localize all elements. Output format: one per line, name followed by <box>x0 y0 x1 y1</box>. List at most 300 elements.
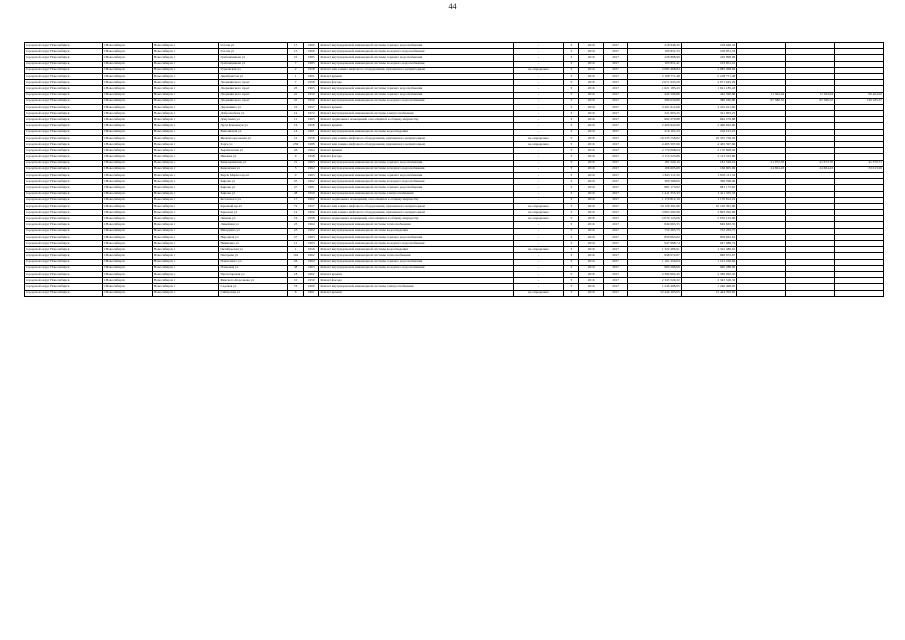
table-cell: Римского-Корсакова ул <box>219 278 288 284</box>
table-cell: 23 <box>288 222 304 228</box>
table-cell: г.Новосибирск <box>102 166 152 172</box>
table-cell: 960 288,06 <box>681 265 737 271</box>
table-cell: 1962 <box>303 179 319 185</box>
table-cell: Ремонт внутридомовой инженерной системы холодного водоснабжения <box>319 265 513 271</box>
table-cell: 41 <box>288 92 304 98</box>
table-cell: 1962 <box>303 228 319 234</box>
table-cell: 1963 <box>303 86 319 92</box>
table-cell: Т <box>563 61 579 67</box>
table-cell: 2017 <box>603 247 627 253</box>
table-cell: не определена <box>513 135 563 141</box>
table-cell: Т <box>563 290 579 296</box>
table-cell: Никитина ул <box>219 241 288 247</box>
table-cell: 181 520,16 <box>681 160 737 166</box>
table-cell: - <box>513 148 563 154</box>
table-cell: Ремонт крыши <box>319 290 513 296</box>
table-cell: 2017 <box>603 203 627 209</box>
table-cell: Новосибирск г <box>152 172 219 178</box>
table-cell: городской округ Новосибирск <box>25 259 103 265</box>
table-cell: Ремонт крыши <box>319 73 513 79</box>
table-cell: 2016 <box>579 166 603 172</box>
table-cell: Новосибирск г <box>152 284 219 290</box>
table-cell: Ремонт внутридомовой инженерной системы горячего водоснабжения <box>319 185 513 191</box>
table-cell: Новосибирск г <box>152 290 219 296</box>
table-cell: Новосибирск г <box>152 80 219 86</box>
table-cell <box>835 290 884 296</box>
table-cell: 2017 <box>603 117 627 123</box>
table-cell: 2 085 498,84 <box>681 67 737 73</box>
table-cell: 16 335 756,02 <box>628 135 681 141</box>
table-cell: городской округ Новосибирск <box>25 160 103 166</box>
table-cell: Т <box>563 278 579 284</box>
table-cell: - <box>513 92 563 98</box>
table-cell: 41 370,71 <box>835 160 884 166</box>
table-cell: Гребенщикова ул <box>219 55 288 61</box>
table-cell: г.Новосибирск <box>102 123 152 129</box>
table-cell: Ремонт внутридомовой инженерной системы теплоснабжения <box>319 253 513 259</box>
table-cell: Зыряновская ул <box>219 148 288 154</box>
table-cell: 2016 <box>579 86 603 92</box>
table-cell: г.Новосибирск <box>102 222 152 228</box>
table-cell: Новосибирск г <box>152 43 219 49</box>
table-cell: 1961 <box>303 73 319 79</box>
table-cell: г.Новосибирск <box>102 142 152 148</box>
table-cell: Новосибирск г <box>152 222 219 228</box>
table-cell: 2017 <box>603 166 627 172</box>
table-cell: - <box>513 253 563 259</box>
table-cell: 12 <box>288 111 304 117</box>
table-cell: - <box>513 129 563 135</box>
table-cell: 2017 <box>603 49 627 55</box>
table-cell: городской округ Новосибирск <box>25 265 103 271</box>
table-cell: г.Новосибирск <box>102 191 152 197</box>
table-cell: 3 803 292,99 <box>628 210 681 216</box>
table-cell: - <box>513 228 563 234</box>
table-cell: Новосибирск г <box>152 111 219 117</box>
table-cell: - <box>513 172 563 178</box>
table-cell: 25 <box>288 179 304 185</box>
table-cell: - <box>513 160 563 166</box>
table-cell: Новосибирск г <box>152 98 219 104</box>
table-cell: 2017 <box>603 179 627 185</box>
table-cell: г.Новосибирск <box>102 49 152 55</box>
table-cell: г.Новосибирск <box>102 228 152 234</box>
table-cell: Ремонт внутридомовой инженерной системы горячего водоснабжения <box>319 86 513 92</box>
table-cell: 1 322 486,91 <box>681 247 737 253</box>
table-cell: 1 845 111,32 <box>681 172 737 178</box>
table-cell: 2016 <box>579 216 603 222</box>
table-cell: Ремонт крыши <box>319 271 513 277</box>
table-cell: Ремонт внутридомовой инженерной системы холодного водоснабжения <box>319 166 513 172</box>
table-cell: 2 070 123,06 <box>681 216 737 222</box>
table-cell: Ремонт внутридомовой инженерной системы горячего водоснабжения <box>319 234 513 240</box>
table-cell: 12 <box>288 210 304 216</box>
table-cell: г.Новосибирск <box>102 216 152 222</box>
table-cell: Народная ул <box>219 234 288 240</box>
table-cell: 1985 <box>303 55 319 61</box>
table-cell: Ремонт внутридомовой инженерной системы электроснабжения <box>319 191 513 197</box>
table-cell: Новосибирск г <box>152 265 219 271</box>
table-cell: Котовского ул <box>219 197 288 203</box>
table-cell: городской округ Новосибирск <box>25 222 103 228</box>
table-cell: 442 590,86 <box>628 92 681 98</box>
table-cell: 1964 <box>303 259 319 265</box>
table-cell: 1 <box>288 73 304 79</box>
table-cell: 1958 <box>303 154 319 160</box>
table-cell: 2 <box>288 67 304 73</box>
table-cell: 752 263,75 <box>681 228 737 234</box>
table-cell: Ремонт внутридомовой инженерной системы водоотведения <box>319 247 513 253</box>
table-cell: Ремонт фасада <box>319 154 513 160</box>
table-cell: г.Новосибирск <box>102 160 152 166</box>
table-cell: Ремонт подвальных помещений, относящихся к общему имуществу <box>319 197 513 203</box>
table-cell: не определена <box>513 210 563 216</box>
table-cell: 1960 <box>303 43 319 49</box>
table-cell: Ремонт внутридомовой инженерной системы горячего водоснабжения <box>319 92 513 98</box>
table-cell: Т <box>563 191 579 197</box>
table-cell: Т <box>563 154 579 160</box>
table-cell: 1963 <box>303 172 319 178</box>
table-cell: - <box>513 222 563 228</box>
table-cell: городской округ Новосибирск <box>25 234 103 240</box>
table-cell: Т <box>563 117 579 123</box>
table-cell: Новосибирск г <box>152 278 219 284</box>
table-cell: 2016 <box>579 259 603 265</box>
table-cell: 1 411 355,33 <box>681 191 737 197</box>
table-cell: 2017 <box>603 154 627 160</box>
table-cell: 2 671 643,29 <box>628 80 681 86</box>
table-cell: Т <box>563 111 579 117</box>
table-cell: 2 369 962,45 <box>681 271 737 277</box>
table-cell: 2017 <box>603 67 627 73</box>
table-cell: 23 <box>288 228 304 234</box>
table-cell: 218 946,32 <box>681 43 737 49</box>
table-cell: Т <box>563 73 579 79</box>
table-cell: Т <box>563 185 579 191</box>
table-cell: 2016 <box>579 104 603 110</box>
table-cell: г.Новосибирск <box>102 135 152 141</box>
table-cell: 12 444 393,65 <box>681 290 737 296</box>
table-cell: Новосибирск г <box>152 117 219 123</box>
table-cell: 386 030,80 <box>681 98 737 104</box>
table-cell: 2017 <box>603 185 627 191</box>
table-cell: 1 101 256,64 <box>628 259 681 265</box>
table-cell: 2017 <box>603 142 627 148</box>
table-cell: 2017 <box>603 253 627 259</box>
table-cell: 2017 <box>603 216 627 222</box>
table-cell: Гурьевская ул <box>219 67 288 73</box>
table-cell: городской округ Новосибирск <box>25 278 103 284</box>
table-cell: Ремонт внутридомовой инженерной системы холодного водоснабжения <box>319 49 513 55</box>
table-cell: 2016 <box>579 172 603 178</box>
table-cell: Новосибирск г <box>152 203 219 209</box>
table-cell: 103 851,41 <box>628 61 681 67</box>
table-cell: Декабристов ул <box>219 73 288 79</box>
table-cell: Октябрьская ул <box>219 247 288 253</box>
table-cell: 15 <box>288 43 304 49</box>
table-cell: 12 <box>288 135 304 141</box>
table-cell: 9 <box>288 154 304 160</box>
table-cell: - <box>513 154 563 160</box>
table-cell: 1962 <box>303 253 319 259</box>
table-cell: Ремонт внутридомовой инженерной системы холодного водоснабжения <box>319 98 513 104</box>
table-cell: 1959 <box>303 247 319 253</box>
table-cell: 166 605,69 <box>628 166 681 172</box>
table-cell: г.Новосибирск <box>102 43 152 49</box>
table-cell: - <box>513 123 563 129</box>
table-cell: городской округ Новосибирск <box>25 61 103 67</box>
table-cell: 1963 <box>303 160 319 166</box>
table-cell: Т <box>563 241 579 247</box>
table-cell: 2016 <box>579 80 603 86</box>
table-cell: 1963 <box>303 265 319 271</box>
table-cell: 859 663,62 <box>681 234 737 240</box>
table-cell: городской округ Новосибирск <box>25 86 103 92</box>
table-cell: 848 072,67 <box>681 253 737 259</box>
table-cell: - <box>513 284 563 290</box>
table-cell: 1959 <box>303 92 319 98</box>
table-cell: - <box>513 185 563 191</box>
table-cell: 2017 <box>603 160 627 166</box>
table-cell: Ремонт внутридомовой инженерной системы холодного водоснабжения <box>319 241 513 247</box>
table-cell: Плахотного ул <box>219 259 288 265</box>
table-cell: городской округ Новосибирск <box>25 111 103 117</box>
table-cell: 321 903,25 <box>628 111 681 117</box>
table-cell: Новосибирск г <box>152 234 219 240</box>
table-cell: г.Новосибирск <box>102 86 152 92</box>
table-cell: - <box>513 55 563 61</box>
table-cell: 2017 <box>603 80 627 86</box>
table-cell: 21 072,70 <box>786 160 835 166</box>
table-cell: Кирова ул <box>219 185 288 191</box>
table-cell: 38 <box>288 265 304 271</box>
table-cell: Державина ул <box>219 104 288 110</box>
table-cell: 2 170 608,04 <box>681 148 737 154</box>
table-cell: Ремонт крыши <box>319 104 513 110</box>
table-cell: - <box>513 117 563 123</box>
table-cell: не определена <box>513 203 563 209</box>
table-cell: Т <box>563 148 579 154</box>
table-cell: Ремонт внутридомовой инженерной системы холодного водоснабжения <box>319 61 513 67</box>
table-cell: 2017 <box>603 191 627 197</box>
table-cell: - <box>513 166 563 172</box>
table-cell: Т <box>563 253 579 259</box>
table-cell: 102 <box>288 253 304 259</box>
table-cell: городской округ Новосибирск <box>25 129 103 135</box>
table-cell: 1959 <box>303 191 319 197</box>
table-cell: 2016 <box>579 67 603 73</box>
table-cell: 226 898,99 <box>681 55 737 61</box>
table-cell: Новосибирск г <box>152 129 219 135</box>
table-cell: 1959 <box>303 278 319 284</box>
table-cell: Новосибирск г <box>152 104 219 110</box>
table-cell: г.Новосибирск <box>102 61 152 67</box>
table-cell: - <box>513 104 563 110</box>
table-cell: 2017 <box>603 259 627 265</box>
table-cell: 1961 <box>303 290 319 296</box>
table-cell: Новосибирск г <box>152 154 219 160</box>
table-cell: 2017 <box>603 55 627 61</box>
table-cell: 981 175,62 <box>628 185 681 191</box>
table-cell: Каменская ул <box>219 166 288 172</box>
table-cell: Крылова ул <box>219 210 288 216</box>
table-cell: 103 851,41 <box>681 61 737 67</box>
table-cell: 21 072,70 <box>737 160 786 166</box>
table-cell: городской округ Новосибирск <box>25 197 103 203</box>
table-cell: Новосибирск г <box>152 135 219 141</box>
table-cell: Енисейская ул <box>219 129 288 135</box>
table-cell: 849 663,35 <box>628 222 681 228</box>
table-cell: Т <box>563 216 579 222</box>
table-cell: 1964 <box>303 222 319 228</box>
table-cell <box>786 290 835 296</box>
table-cell: Т <box>563 67 579 73</box>
table-cell: 2017 <box>603 73 627 79</box>
table-cell: городской округ Новосибирск <box>25 80 103 86</box>
table-cell: 2016 <box>579 55 603 61</box>
table-cell: Т <box>563 265 579 271</box>
table-cell: Ремонт или замена лифтового оборудования, признанного непригодным <box>319 210 513 216</box>
table-cell: 2 369 962,45 <box>628 271 681 277</box>
table-cell: г.Новосибирск <box>102 73 152 79</box>
table-cell: городской округ Новосибирск <box>25 216 103 222</box>
table-cell: Т <box>563 129 579 135</box>
table-cell: 2017 <box>603 148 627 154</box>
table-cell: 4 465 597,66 <box>628 142 681 148</box>
table-cell: 2016 <box>579 241 603 247</box>
table-cell: 27 <box>288 185 304 191</box>
table-cell: Ремонт или замена лифтового оборудования, признанного непригодным <box>319 142 513 148</box>
table-cell: 2016 <box>579 73 603 79</box>
table-cell: 1961 <box>303 185 319 191</box>
table-cell: городской округ Новосибирск <box>25 284 103 290</box>
table-cell: городской округ Новосибирск <box>25 142 103 148</box>
table-cell: 1 621 185,43 <box>628 86 681 92</box>
table-cell: Т <box>563 228 579 234</box>
table-cell: 2016 <box>579 148 603 154</box>
table-cell: 130 185,37 <box>835 98 884 104</box>
table-cell: Новосибирск г <box>152 185 219 191</box>
table-cell: Ремонт внутридомовой инженерной системы горячего водоснабжения <box>319 172 513 178</box>
table-cell: Т <box>563 259 579 265</box>
table-cell: 17 <box>288 197 304 203</box>
table-cell: 106 831,33 <box>628 49 681 55</box>
table-cell: 11 <box>288 117 304 123</box>
table-cell: Дзержинского пр-кт <box>219 86 288 92</box>
table-cell: Ремонт внутридомовой инженерной системы электроснабжения <box>319 284 513 290</box>
table-cell: 3 803 292,99 <box>681 210 737 216</box>
table-cell: Новосибирск г <box>152 228 219 234</box>
table-cell: 24 604,43 <box>786 166 835 172</box>
table-cell: Новосибирск г <box>152 160 219 166</box>
table-cell: 2016 <box>579 185 603 191</box>
table-cell: г.Новосибирск <box>102 253 152 259</box>
table-cell: г.Новосибирск <box>102 98 152 104</box>
table-cell: 72 <box>288 203 304 209</box>
table-cell: Ивачева ул <box>219 154 288 160</box>
table-cell: 48 <box>288 191 304 197</box>
table-cell: 369 598,00 <box>681 179 737 185</box>
table-cell: 1957 <box>303 203 319 209</box>
table-cell: Т <box>563 271 579 277</box>
table-cell: Новосибирск г <box>152 73 219 79</box>
table-cell: 859 663,62 <box>628 234 681 240</box>
table-cell: 1985 <box>303 61 319 67</box>
table-cell: 2017 <box>603 271 627 277</box>
table-cell: Т <box>563 247 579 253</box>
table-cell: 1972 <box>303 111 319 117</box>
table-cell: 41 <box>288 98 304 104</box>
table-cell <box>737 290 786 296</box>
table-cell: - <box>513 111 563 117</box>
table-cell: 2017 <box>603 284 627 290</box>
table-cell: 2016 <box>579 61 603 67</box>
table-cell: 1959 <box>303 98 319 104</box>
table-cell: Гоголя ул <box>219 49 288 55</box>
table-cell: Новосибирск г <box>152 210 219 216</box>
table-cell: 2 201 611,60 <box>681 104 737 110</box>
table-cell: 181 520,16 <box>628 160 681 166</box>
table-cell: 27 <box>288 234 304 240</box>
table-cell: Новосибирск г <box>152 55 219 61</box>
table-cell: 2017 <box>603 129 627 135</box>
table-cell: 16 335 756,02 <box>681 135 737 141</box>
table-cell: г.Новосибирск <box>102 154 152 160</box>
table-cell: 2016 <box>579 234 603 240</box>
table-cell: г.Новосибирск <box>102 271 152 277</box>
table-cell: - <box>513 73 563 79</box>
table-cell: городской округ Новосибирск <box>25 123 103 129</box>
table-cell: Плановая ул <box>219 265 288 271</box>
table-cell: 1958 <box>303 216 319 222</box>
table-cell: г.Новосибирск <box>102 117 152 123</box>
table-cell: городской округ Новосибирск <box>25 210 103 216</box>
table-cell: городской округ Новосибирск <box>25 154 103 160</box>
table-cell: г.Новосибирск <box>102 241 152 247</box>
table-cell: городской округ Новосибирск <box>25 179 103 185</box>
table-cell: Новосибирск г <box>152 271 219 277</box>
table-cell: Ремонт подвальных помещений, относящихся к общему имуществу <box>319 117 513 123</box>
table-cell: Т <box>563 166 579 172</box>
table-cell: 2016 <box>579 253 603 259</box>
table-cell: Т <box>563 234 579 240</box>
table-cell: 67 586,52 <box>786 98 835 104</box>
table-cell: 2016 <box>579 98 603 104</box>
table-cell: 21 <box>288 160 304 166</box>
table-cell: 2017 <box>603 290 627 296</box>
table-cell: г.Новосибирск <box>102 179 152 185</box>
table-cell: городской округ Новосибирск <box>25 191 103 197</box>
table-cell: 2017 <box>603 172 627 178</box>
table-cell: - <box>513 43 563 49</box>
table-cell: г.Новосибирск <box>102 104 152 110</box>
table-cell: 216 101,23 <box>628 129 681 135</box>
table-cell: 1962 <box>303 271 319 277</box>
table-cell: 1963 <box>303 234 319 240</box>
table-cell: 1 170 812,19 <box>628 197 681 203</box>
table-cell: 1988 <box>303 142 319 148</box>
table-cell: Дуси Ковальчук ул <box>219 123 288 129</box>
table-cell: городской округ Новосибирск <box>25 117 103 123</box>
table-cell: 12 444 393,65 <box>628 290 681 296</box>
table-cell: 2016 <box>579 247 603 253</box>
table-cell: 1961 <box>303 129 319 135</box>
table-cell: - <box>513 191 563 197</box>
table-cell: Т <box>563 86 579 92</box>
table-cell: 369 598,00 <box>628 179 681 185</box>
table-cell: г.Новосибирск <box>102 55 152 61</box>
table-row <box>25 290 884 296</box>
